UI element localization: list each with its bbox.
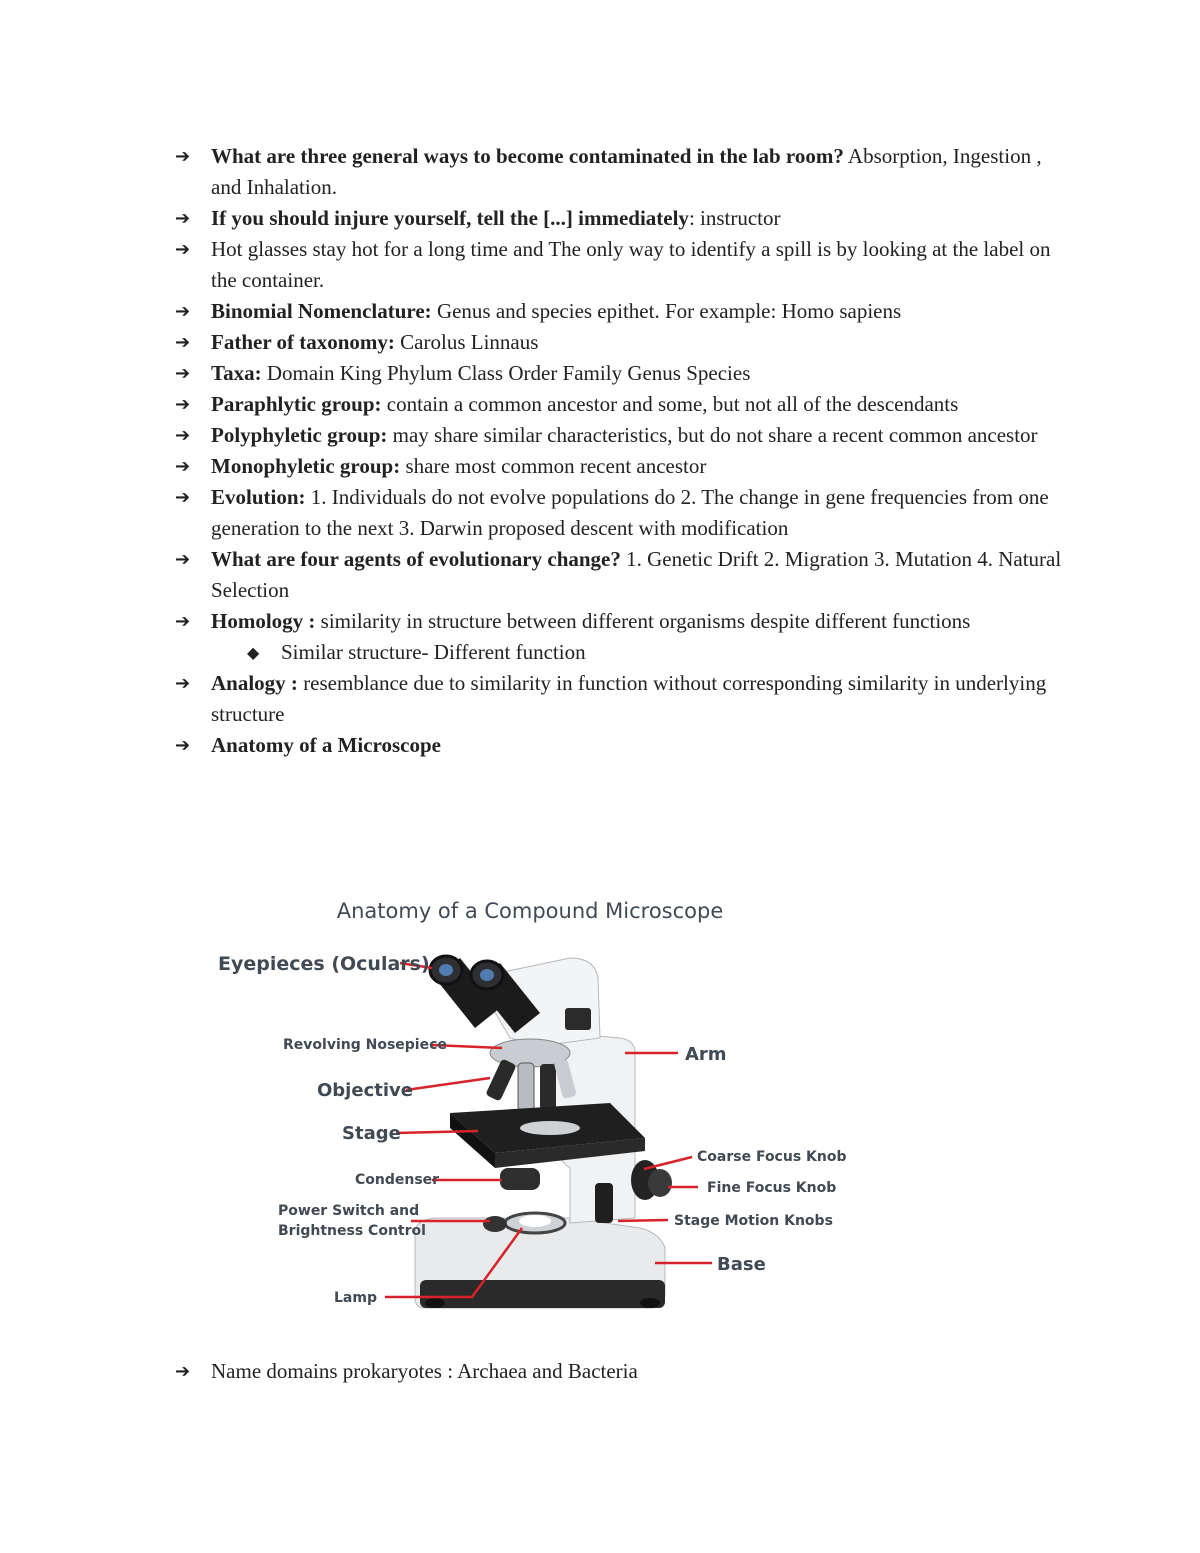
item-term: Monophyletic group: [211,454,401,478]
microscope-diagram [210,888,860,1323]
figure-title: Anatomy of a Compound Microscope [336,899,724,923]
diamond-bullet-icon: ◆ [247,643,260,662]
list-item [175,296,1075,327]
arrow-bullet-icon: ➔ [175,332,191,353]
arrow-bullet-icon: ➔ [175,611,191,632]
item-term: Binomial Nomenclature: [211,299,432,323]
label-eyepieces: Eyepieces (Oculars) [218,953,430,975]
label-nosepiece: Revolving Nosepiece [283,1037,447,1053]
item-text: resemblance due to similarity in function without corresponding similarity in underlying structure [211,671,1047,726]
item-text: : instructor [688,206,781,230]
item-term: Taxa: [211,361,262,385]
item-term: If you should injure yourself, tell the [...] immediately [211,206,689,230]
arrow-bullet-icon: ➔ [175,146,191,167]
item-term: Polyphyletic group: [211,423,388,447]
arrow-bullet-icon: ➔ [175,425,191,446]
item-text: Similar structure- Different function [281,640,586,664]
label-lamp: Lamp [334,1290,377,1306]
label-arm: Arm [685,1044,727,1065]
list-item [175,234,1075,296]
arrow-bullet-icon: ➔ [175,673,191,694]
list-item [175,482,1075,544]
label-power-switch: Power Switch and [278,1203,420,1219]
item-term: Analogy : [211,671,298,695]
sub-list-item [175,637,1075,668]
list-item [175,668,1075,730]
item-text: similarity in structure between different organisms despite different functions [315,609,971,633]
list-item [175,544,1075,606]
item-text: Genus and species epithet. For example: Homo sapiens [431,299,902,323]
list-item [175,451,1075,482]
label-objective: Objective [317,1080,413,1101]
arrow-bullet-icon: ➔ [175,487,191,508]
item-term: Homology : [211,609,316,633]
list-item [175,358,1075,389]
item-term: What are four agents of evolutionary change? [211,547,621,571]
notes-list-continued [175,1356,1075,1387]
label-fine-focus: Fine Focus Knob [707,1180,837,1196]
item-text: Carolus Linnaus [394,330,539,354]
item-text: Name domains prokaryotes : Archaea and Bacteria [211,1359,638,1383]
label-stage: Stage [342,1123,401,1144]
item-text: share most common recent ancestor [400,454,707,478]
label-condenser: Condenser [355,1172,440,1188]
list-item [175,420,1075,451]
arrow-bullet-icon: ➔ [175,1361,191,1382]
item-text: 1. Individuals do not evolve populations do 2. The change in gene frequencies from one generation to the next 3. Darwin proposed descent with modification [211,485,1049,540]
label-base: Base [717,1254,766,1275]
arrow-bullet-icon: ➔ [175,394,191,415]
item-text: may share similar characteristics, but do not share a recent common ancestor [387,423,1038,447]
list-item [175,327,1075,358]
item-text: contain a common ancestor and some, but not all of the descendants [381,392,959,416]
list-item [175,141,1075,203]
item-text: Hot glasses stay hot for a long time and The only way to identify a spill is by looking at the label on the container. [211,237,1051,292]
item-text: Domain King Phylum Class Order Family Genus Species [261,361,751,385]
item-term: Evolution: [211,485,306,509]
list-item [175,730,1075,761]
arrow-bullet-icon: ➔ [175,208,191,229]
label-coarse-focus: Coarse Focus Knob [697,1149,847,1165]
item-text: Absorption, Ingestion , and Inhalation. [211,144,1042,199]
arrow-bullet-icon: ➔ [175,363,191,384]
item-term: Father of taxonomy: [211,330,395,354]
microscope-figure [210,888,860,1323]
list-item [175,203,1075,234]
arrow-bullet-icon: ➔ [175,549,191,570]
item-text: 1. Genetic Drift 2. Migration 3. Mutation 4. Natural Selection [211,547,1062,602]
label-stage-motion: Stage Motion Knobs [674,1213,833,1229]
item-term: Paraphlytic group: [211,392,382,416]
list-item [175,389,1075,420]
notes-list [175,141,1075,761]
item-term: Anatomy of a Microscope [211,733,441,757]
list-item [175,1356,1075,1387]
list-item [175,606,1075,637]
arrow-bullet-icon: ➔ [175,735,191,756]
arrow-bullet-icon: ➔ [175,301,191,322]
arrow-bullet-icon: ➔ [175,456,191,477]
label-brightness-control: Brightness Control [278,1223,426,1239]
item-term: What are three general ways to become contaminated in the lab room? [211,144,844,168]
arrow-bullet-icon: ➔ [175,239,191,260]
